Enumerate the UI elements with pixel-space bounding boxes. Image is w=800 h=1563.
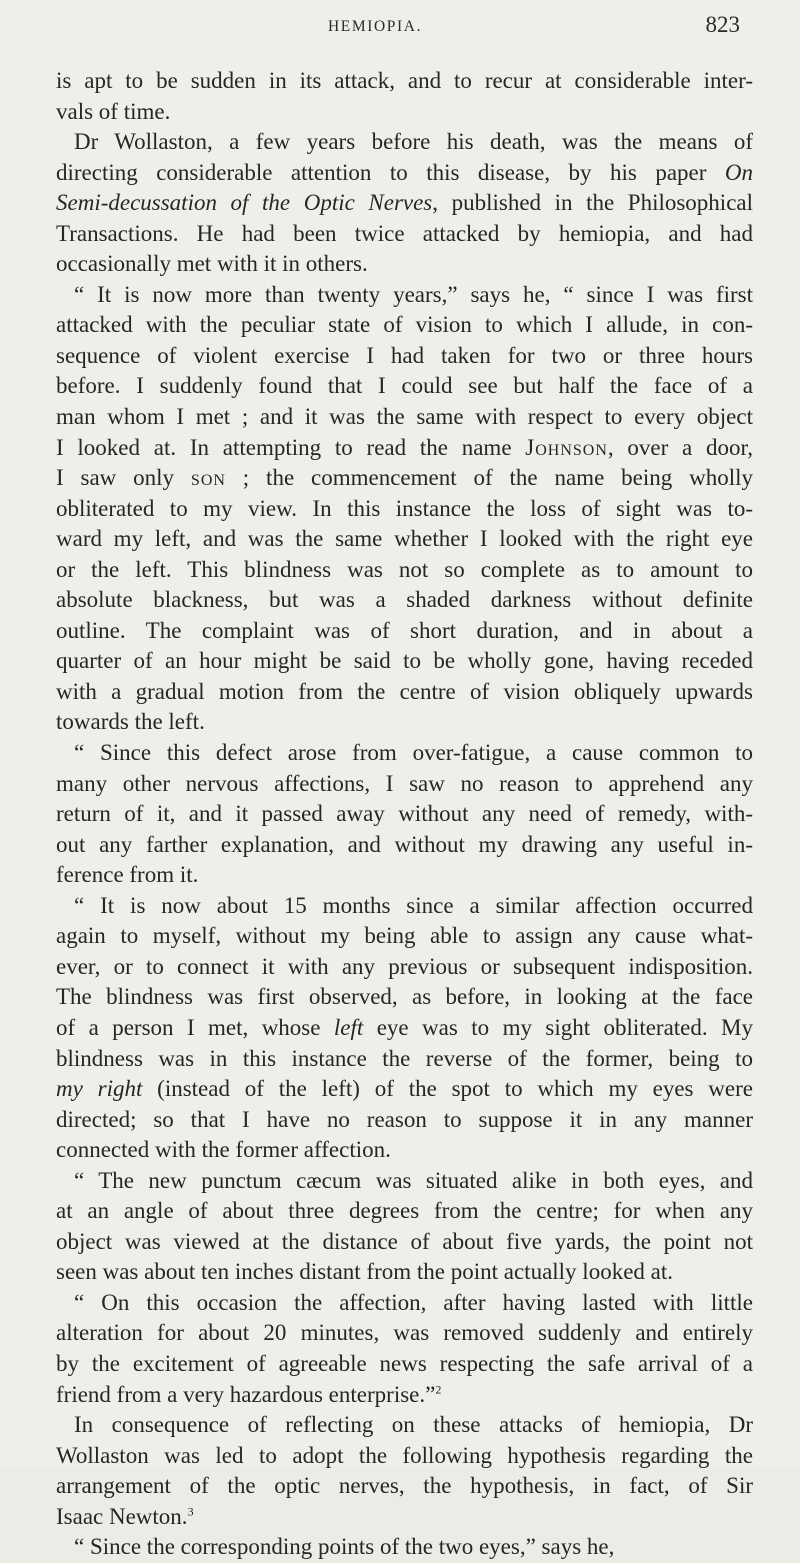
italic-text: Semi-decussation of the Optic Nerves [56,190,433,216]
text-segment: eye was to my sight obliterated. My [363,1014,754,1040]
text-line [56,158,753,189]
text-line: Transactions. He had been twice attacked by hemiopia, and had [56,220,753,246]
text-line: outline. The complaint was of short duration, and in about a [56,617,753,643]
text-line: before. I suddenly found that I could see but half the face of a [56,373,753,399]
text-line [56,1013,753,1044]
text-line: “ It is now about 15 months since a similar affection occurred [74,892,753,918]
text-line [56,1380,753,1411]
text-line: directed; so that I have no reason to suppose it in any manner [56,1106,753,1132]
text-segment: , over a door, [607,434,753,460]
text-line: The blindness was first observed, as before, in looking at the face [56,984,753,1010]
running-head: HEMIOPIA. [328,18,423,35]
text-line: with a gradual motion from the centre of vision obliquely upwards [56,678,753,704]
text-line: return of it, and it passed away without any need of remedy, with- [56,801,753,827]
text-line: towards the left. [56,709,205,735]
page-header [0,14,800,44]
text-line: again to myself, without my being able to assign any cause what- [56,923,753,949]
text-segment: I looked at. In attempting to read the name [56,434,526,460]
text-line: “ Since this defect arose from over-fatigue, a cause common to [74,740,753,766]
text-line: absolute blackness, but was a shaded darkness without definite [56,587,753,613]
italic-text: On [724,159,753,185]
small-caps-text: Johnson [525,434,608,460]
text-line: at an angle of about three degrees from the centre; for when any [56,1198,753,1224]
text-line: ward my left, and was the same whether I looked with the right eye [56,526,753,552]
text-line: out any farther explanation, and without my drawing any useful in- [56,831,753,857]
text-segment: Isaac Newton. [56,1503,188,1529]
text-line [56,433,753,464]
text-line [56,1074,753,1105]
text-line: ever, or to connect it with any previous or subsequent indisposition. [56,953,753,979]
text-line: blindness was in this instance the reverse of the former, being to [56,1045,753,1071]
text-line: is apt to be sudden in its attack, and to recur at considerable inter- [56,68,753,93]
text-line: In consequence of reflecting on these attacks of hemiopia, Dr [74,1412,753,1438]
text-line: “ Since the corresponding points of the two eyes,” says he, [74,1534,615,1560]
text-line: “ On this occasion the affection, after having lasted with little [74,1289,753,1315]
text-line: occasionally met with it in others. [56,251,368,277]
text-line: “ It is now more than twenty years,” says he, “ since I was first [74,281,753,307]
text-segment: friend from a very hazardous enterprise.” [56,1381,436,1407]
text-segment: of a person I met, whose [56,1014,334,1040]
text-line: or the left. This blindness was not so complete as to amount to [56,556,753,582]
text-line [56,463,753,494]
text-line: seen was about ten inches distant from the point actually looked at. [56,1259,674,1285]
text-line: man whom I met ; and it was the same with respect to every object [56,404,753,430]
italic-text: my right [56,1076,143,1102]
text-line: obliterated to my view. In this instance the loss of sight was to- [56,495,753,521]
text-line: ference from it. [56,862,199,888]
text-line: many other nervous affections, I saw no reason to apprehend any [56,770,753,796]
footnote-ref: 2 [435,1381,442,1396]
text-line: “ The new punctum cæcum was situated alike in both eyes, and [74,1167,753,1193]
small-caps-text: son [190,465,226,491]
text-line: connected with the former affection. [56,1137,391,1163]
page-number: 823 [705,12,740,37]
text-segment: I saw only [56,465,191,491]
italic-text: left [333,1014,364,1040]
text-line: alteration for about 20 minutes, was removed suddenly and entirely [56,1320,753,1346]
text-segment: ; the commencement of the name being wholly [225,465,753,491]
text-line: arrangement of the optic nerves, the hypothesis, in fact, of Sir [56,1473,753,1499]
text-line [56,1502,753,1533]
text-segment: (instead of the left) of the spot to which my eyes were [142,1076,753,1102]
text-line: vals of time. [56,98,171,124]
footnote-ref: 3 [187,1504,194,1519]
text-line [56,188,753,219]
text-line: sequence of violent exercise I had taken for two or three hours [56,342,753,368]
text-segment: , published in the Philosophical [432,190,753,216]
text-line: Dr Wollaston, a few years before his death, was the means of [74,129,753,155]
text-line: attacked with the peculiar state of vision to which I allude, in con- [56,312,753,338]
text-line: object was viewed at the distance of about five yards, the point not [56,1228,753,1254]
body-text [56,66,753,1563]
text-line: Wollaston was led to adopt the following hypothesis regarding the [56,1442,753,1468]
text-line: quarter of an hour might be said to be wholly gone, having receded [56,648,753,674]
text-line: by the excitement of agreeable news respecting the safe arrival of a [56,1350,753,1376]
text-segment: directing considerable attention to this disease, by his paper [56,159,725,185]
